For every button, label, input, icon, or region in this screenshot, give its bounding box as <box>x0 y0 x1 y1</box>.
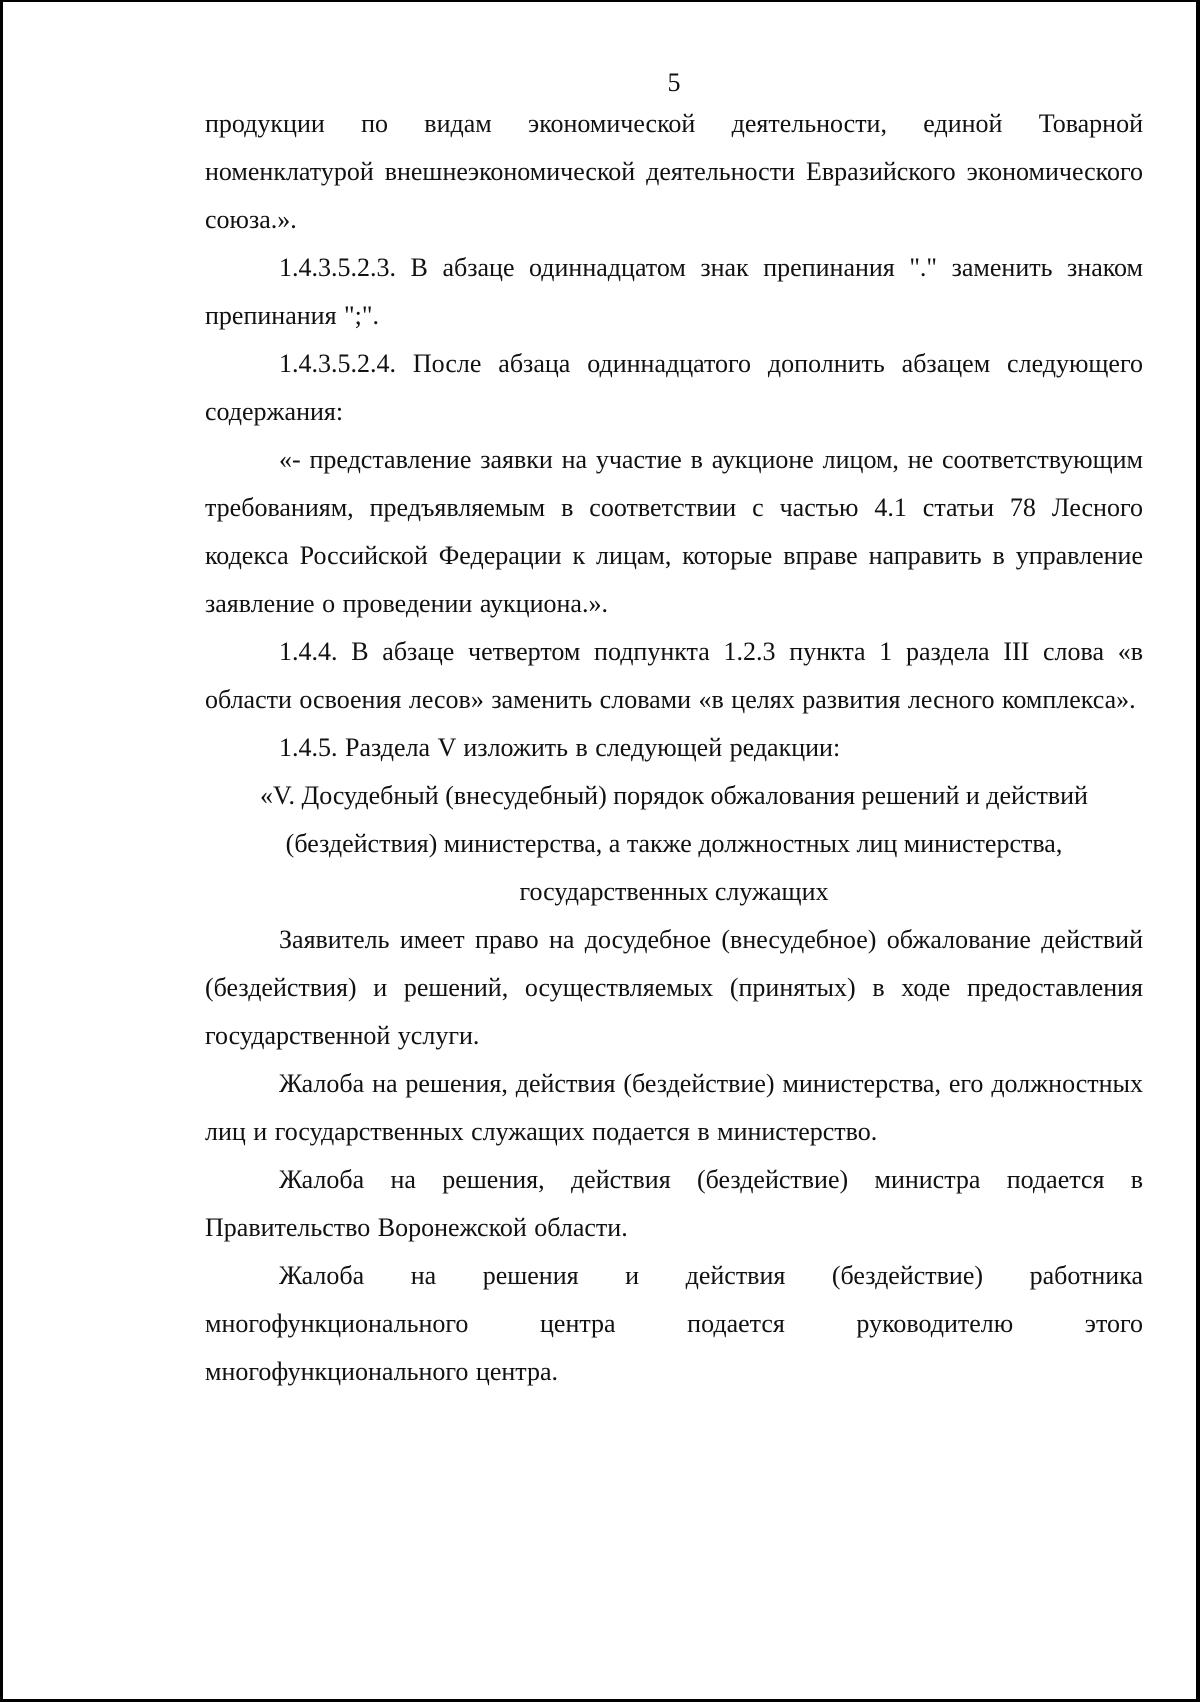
paragraph: 1.4.3.5.2.4. После абзаца одиннадцатого дополнить абзацем следующего содержания: <box>205 349 1143 426</box>
section-heading-line: «V. Досудебный (внесудебный) порядок обжалования решений и действий <box>260 781 1088 810</box>
paragraph: продукции по видам экономической деятельности, единой Товарной номенклатурой внешнеэкономической деятельности Евразийского экономического союза.». <box>205 109 1143 234</box>
section-heading-line: (бездействия) министерства, а также должностных лиц министерства, <box>285 829 1063 858</box>
paragraph: 1.4.4. В абзаце четвертом подпункта 1.2.3 пункта 1 раздела III слова «в области освоения лесов» заменить словами «в целях развития лесного комплекса». <box>205 637 1143 714</box>
document-body <box>205 100 1143 1396</box>
paragraph: Жалоба на решения, действия (бездействие) министерства, его должностных лиц и государственных служащих подается в министерство. <box>205 1069 1143 1146</box>
page-number: 5 <box>667 68 681 97</box>
paragraph: «- представление заявки на участие в аукционе лицом, не соответствующим требованиям, предъявляемым в соответствии с частью 4.1 статьи 78 Лесного кодекса Российской Федерации к лицам, которые вправе направить в управление заявление о проведении аукциона.». <box>205 445 1143 618</box>
paragraph: 1.4.3.5.2.3. В абзаце одиннадцатом знак препинания "." заменить знаком препинания ";". <box>205 253 1143 330</box>
section-heading-line: государственных служащих <box>519 877 829 906</box>
paragraph: Жалоба на решения, действия (бездействие) министра подается в Правительство Воронежской области. <box>205 1165 1143 1242</box>
paragraph: 1.4.5. Раздела V изложить в следующей редакции: <box>279 733 841 762</box>
paragraph: Заявитель имеет право на досудебное (внесудебное) обжалование действий (бездействия) и решений, осуществляемых (принятых) в ходе предоставления государственной услуги. <box>205 925 1143 1050</box>
paragraph: Жалоба на решения и действия (бездействие) работника многофункционального центра подается руководителю этого многофункционального центра. <box>205 1261 1143 1386</box>
